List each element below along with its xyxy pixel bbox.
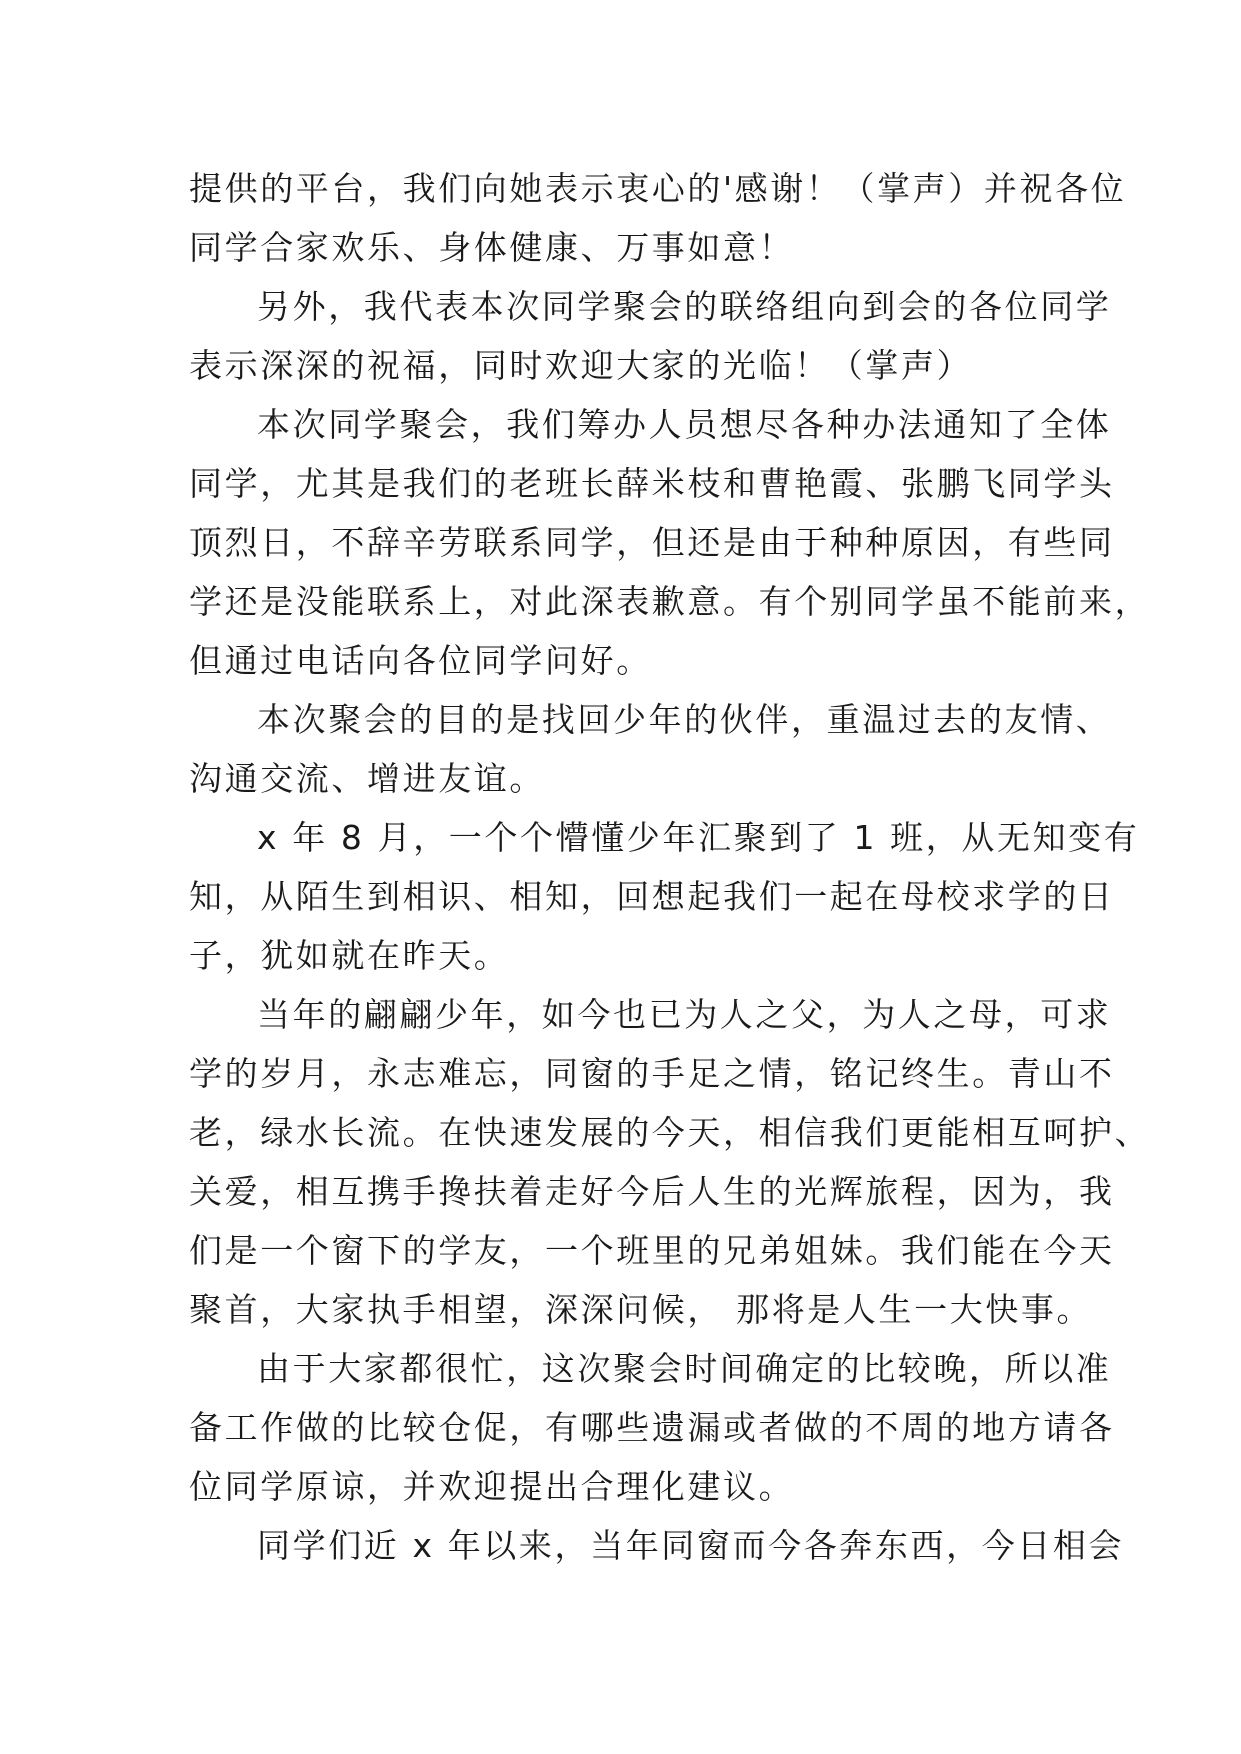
text-line: 同学合家欢乐、身体健康、万事如意！ <box>189 228 795 267</box>
document-body <box>189 159 1151 1575</box>
paragraph-start-line: 本次聚会的目的是找回少年的伙伴，重温过去的友情、 <box>257 700 1112 739</box>
text-line: 表示深深的祝福，同时欢迎大家的光临！（掌声） <box>189 346 973 385</box>
text-line: 位同学原谅，并欢迎提出合理化建议。 <box>189 1467 795 1506</box>
text-line: 沟通交流、增进友谊。 <box>189 759 545 798</box>
text-line: 顶烈日，不辞辛劳联系同学，但还是由于种种原因，有些同 <box>189 523 1115 562</box>
text-line: 提供的平台，我们向她表示衷心的'感谢！（掌声）并祝各位 <box>189 169 1127 208</box>
text-line: 老，绿水长流。在快速发展的今天，相信我们更能相互呵护、 <box>189 1113 1151 1152</box>
text-line: 学的岁月，永志难忘，同窗的手足之情，铭记终生。青山不 <box>189 1054 1115 1093</box>
paragraph-start-line: 当年的翩翩少年，如今也已为人之父，为人之母，可求 <box>257 995 1112 1034</box>
text-line: 们是一个窗下的学友，一个班里的兄弟姐妹。我们能在今天 <box>189 1231 1115 1270</box>
text-line: 子，犹如就在昨天。 <box>189 936 510 975</box>
text-line: 但通过电话向各位同学问好。 <box>189 641 652 680</box>
text-line: 知，从陌生到相识、相知，回想起我们一起在母校求学的日 <box>189 877 1115 916</box>
paragraph-start-line: 另外，我代表本次同学聚会的联络组向到会的各位同学 <box>257 287 1112 326</box>
text-line: 学还是没能联系上，对此深表歉意。有个别同学虽不能前来， <box>189 582 1151 621</box>
text-line: 同学，尤其是我们的老班长薛米枝和曹艳霞、张鹏飞同学头 <box>189 464 1115 503</box>
text-line: 聚首，大家执手相望，深深问候， 那将是人生一大快事。 <box>189 1290 1093 1329</box>
paragraph-start-line: x 年 8 月，一个个懵懂少年汇聚到了 1 班，从无知变有 <box>257 818 1140 857</box>
paragraph-start-line: 由于大家都很忙，这次聚会时间确定的比较晚，所以准 <box>257 1349 1112 1388</box>
text-line: 备工作做的比较仓促，有哪些遗漏或者做的不周的地方请各 <box>189 1408 1115 1447</box>
text-line: 关爱，相互携手搀扶着走好今后人生的光辉旅程，因为，我 <box>189 1172 1115 1211</box>
paragraph-start-line: 本次同学聚会，我们筹办人员想尽各种办法通知了全体 <box>257 405 1112 444</box>
paragraph-start-line: 同学们近 x 年以来，当年同窗而今各奔东西，今日相会 <box>257 1526 1125 1565</box>
